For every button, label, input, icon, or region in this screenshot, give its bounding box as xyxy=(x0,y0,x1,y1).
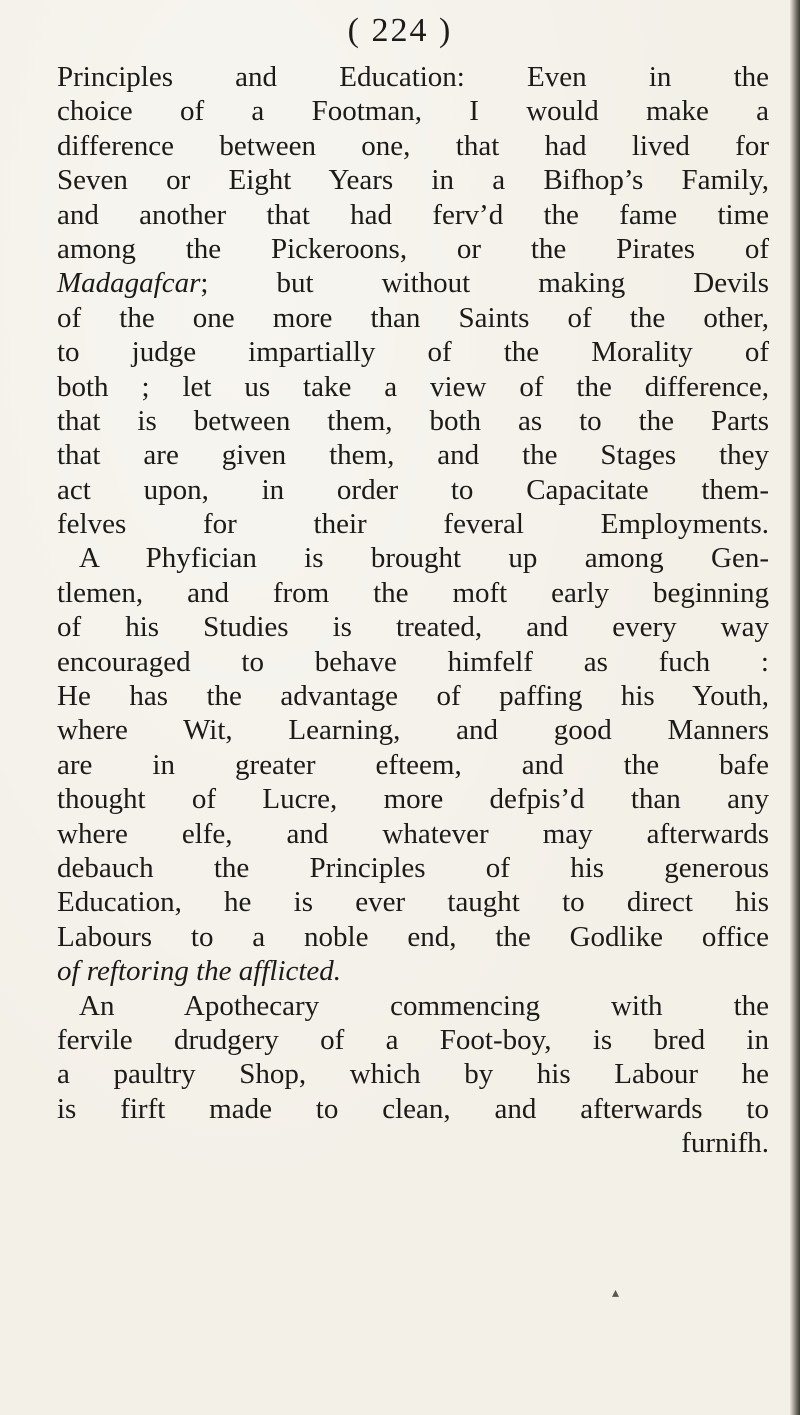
page-edge-shadow xyxy=(790,0,800,1415)
text-run: among the Pickeroons, or the Pirates of xyxy=(57,232,769,265)
text-run: of the one more than Saints of the other, xyxy=(57,301,769,334)
text-run: An Apothecary commencing with the xyxy=(79,989,769,1022)
text-run: thought of Lucre, more defpis’d than any xyxy=(57,783,769,816)
text-line xyxy=(57,94,769,128)
text-line xyxy=(57,438,769,472)
text-run: of his Studies is treated, and every way xyxy=(57,611,769,644)
text-line xyxy=(57,782,769,816)
text-line xyxy=(57,232,769,266)
text-run: is firft made to clean, and afterwards to xyxy=(57,1092,769,1125)
text-line xyxy=(57,266,769,300)
text-line xyxy=(57,301,769,335)
text-run: He has the advantage of paffing his Youth, xyxy=(57,680,769,713)
text-run: tlemen, and from the moft early beginning xyxy=(57,576,769,609)
text-run: Education, he is ever taught to direct his xyxy=(57,886,769,919)
text-run: choice of a Footman, I would make a xyxy=(57,95,769,128)
text-run: Labours to a noble end, the Godlike office xyxy=(57,920,769,953)
text-run: fervile drudgery of a Foot-boy, is bred in xyxy=(57,1023,769,1056)
text-line xyxy=(57,748,769,782)
page-number: ( 224 ) xyxy=(347,12,453,49)
print-speck: ▴ xyxy=(612,1286,620,1301)
text-run: felves for their feveral Employments. xyxy=(57,508,769,541)
text-line xyxy=(57,163,769,197)
text-line xyxy=(57,541,769,575)
text-line xyxy=(57,679,769,713)
text-line xyxy=(57,370,769,404)
text-line xyxy=(57,989,769,1023)
text-run: and another that had ferv’d the fame time xyxy=(57,198,769,231)
text-run: that are given them, and the Stages they xyxy=(57,439,769,472)
text-line xyxy=(57,851,769,885)
text-run: difference between one, that had lived for xyxy=(57,129,769,162)
body-text xyxy=(57,60,769,1161)
text-run: debauch the Principles of his generous xyxy=(57,851,769,884)
text-run: a paultry Shop, which by his Labour he xyxy=(57,1058,769,1091)
text-line xyxy=(57,60,769,94)
text-run: furnifh. xyxy=(681,1127,769,1160)
text-line xyxy=(57,817,769,851)
text-run: are in greater efteem, and the bafe xyxy=(57,748,769,781)
text-run: Seven or Eight Years in a Bifhop’s Family, xyxy=(57,164,769,197)
text-line xyxy=(57,335,769,369)
text-line xyxy=(57,404,769,438)
text-run: where elfe, and whatever may afterwards xyxy=(57,817,769,850)
text-line xyxy=(57,1126,769,1160)
text-line xyxy=(57,473,769,507)
italic-run: Madagafcar xyxy=(57,267,201,300)
text-line xyxy=(57,129,769,163)
text-run: that is between them, both as to the Parts xyxy=(57,404,769,437)
text-line xyxy=(57,885,769,919)
text-line xyxy=(57,954,769,988)
text-line xyxy=(57,713,769,747)
italic-run: of reftoring the afflicted. xyxy=(57,955,342,988)
text-run: act upon, in order to Capacitate them- xyxy=(57,473,769,506)
text-line xyxy=(57,610,769,644)
text-line xyxy=(57,1023,769,1057)
text-line xyxy=(57,920,769,954)
text-line xyxy=(57,1057,769,1091)
text-line xyxy=(57,576,769,610)
text-run: to judge impartially of the Morality of xyxy=(57,336,769,369)
text-line xyxy=(57,1092,769,1126)
text-line xyxy=(57,645,769,679)
text-line xyxy=(57,198,769,232)
text-run: Principles and Education: Even in the xyxy=(57,61,769,93)
text-run: both ; let us take a view of the difference, xyxy=(57,370,769,403)
text-run: encouraged to behave himfelf as fuch : xyxy=(57,645,769,678)
text-run: ; but without making Devils xyxy=(200,267,769,300)
text-run: A Phyfician is brought up among Gen- xyxy=(79,542,769,575)
text-run: where Wit, Learning, and good Manners xyxy=(57,714,769,747)
text-line xyxy=(57,507,769,541)
